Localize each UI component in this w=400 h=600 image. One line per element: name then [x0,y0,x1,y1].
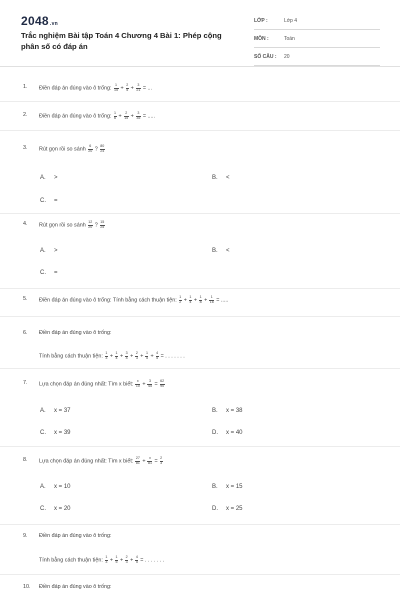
fraction-denominator: 16 [209,299,214,304]
option-value: x = 20 [54,506,71,512]
fraction-denominator: 81 [147,460,152,465]
question-number: 7. [23,380,28,386]
fraction-denominator: 15 [124,115,129,120]
fraction-denominator: 6 [114,115,117,120]
option-letter: A. [40,408,46,414]
expression-symbol: + [119,85,126,92]
answer-option-a[interactable] [40,175,58,181]
option-value: < [226,175,230,181]
option-letter: A. [40,484,46,490]
option-letter: B. [212,484,218,490]
question-text [39,296,228,304]
meta-value: Toán [284,36,295,42]
question-prefix: Lựa chọn đáp án đúng nhất: Tìm x biết: [39,381,135,388]
fraction-denominator: 4 [125,355,128,360]
fraction-numerator: 1 [145,351,148,355]
question-prefix: Điền đáp án đúng vào ô trống: [39,330,112,336]
fraction-numerator: 1 [105,351,108,355]
option-letter: C. [40,430,46,436]
meta-label: SỐ CÂU : [254,54,277,60]
fraction [135,457,140,465]
meta-row-subject [254,32,380,48]
question-divider [0,574,400,575]
logo[interactable]: 2048.vn [21,14,59,28]
question-number: 9. [23,533,28,539]
meta-value: Lớp 4 [284,18,298,24]
question-divider [0,101,400,102]
question-prefix: Điền đáp án đúng vào ô trống: [39,533,112,539]
question-divider [0,130,400,131]
fraction-denominator: 3 [160,460,163,465]
fraction-numerator: 62 [160,379,165,383]
answer-option-a[interactable] [40,248,58,254]
option-value: = [54,270,58,276]
answer-option-d[interactable] [212,430,243,436]
fraction-denominator: 21 [136,87,141,92]
question-text [39,84,152,92]
question-divider [0,446,400,447]
option-letter: A. [40,175,46,181]
option-value: x = 40 [226,430,243,436]
fraction-numerator: 1 [114,111,117,115]
expression-symbol: + [182,297,189,304]
question-text [39,112,155,120]
expression-symbol: = ..... [214,297,229,304]
header-divider [0,66,400,67]
fraction [147,380,152,388]
fraction-numerator: 2 [135,351,138,355]
question-prefix: Điền đáp án đúng vào ô trống: [39,85,114,92]
fraction-denominator: 5 [156,355,159,360]
answer-option-c[interactable] [40,270,58,276]
question-text [39,145,105,153]
question-number: 1. [23,84,28,90]
fraction-numerator: 1 [210,295,213,299]
fraction-denominator: 5 [135,559,138,564]
fraction-numerator: 15 [100,220,105,224]
option-letter: C. [40,506,46,512]
answer-option-b[interactable] [212,408,243,414]
fraction-numerator: 2 [126,83,129,87]
question-number: 4. [23,221,28,227]
expression-symbol: ? [93,222,100,229]
fraction-denominator: 90 [160,383,165,388]
option-value: > [54,175,58,181]
question-subtext-prefix: Tính bằng cách thuận tiện: [39,557,105,564]
option-letter: B. [212,175,218,181]
meta-label: LỚP : [254,18,268,24]
fraction [124,112,129,120]
fraction-numerator: 1 [115,83,118,87]
question-prefix: Rút gọn rồi so sánh [39,222,88,229]
fraction-denominator: 25 [100,224,105,229]
fraction-numerator: 80 [100,144,105,148]
question-text [39,533,112,539]
option-value: < [226,248,230,254]
fraction-denominator: 10 [135,383,140,388]
option-value: x = 37 [54,408,71,414]
question-prefix: Điền đáp án đúng vào ô trống: [39,113,114,120]
expression-symbol: = ..... [141,113,155,120]
expression-symbol: + [118,557,125,564]
fraction-numerator: 6 [89,144,92,148]
fraction-numerator: 1 [105,555,108,559]
question-prefix: Rút gọn rồi so sánh [39,146,88,153]
fraction-denominator: 15 [114,87,119,92]
option-letter: C. [40,198,46,204]
expression-symbol: + [128,353,135,360]
question-prefix: Lựa chọn đáp án đúng nhất: Tìm x biết: [39,458,135,465]
meta-info [254,14,380,68]
question-divider [0,288,400,289]
expression-symbol: + [202,297,209,304]
answer-option-d[interactable] [212,506,243,512]
question-text [39,584,112,590]
answer-option-b[interactable] [212,484,243,490]
fraction [114,84,119,92]
fraction-denominator: 45 [147,383,152,388]
option-letter: C. [40,270,46,276]
fraction-denominator: 8 [199,299,202,304]
fraction [147,457,152,465]
fraction-numerator: 3 [125,351,128,355]
meta-value: 20 [284,54,290,60]
question-text [39,330,112,336]
fraction-denominator: 4 [115,355,118,360]
question-number: 6. [23,330,28,336]
expression-symbol: + [192,297,199,304]
expression-symbol: + [108,557,115,564]
question-divider [0,213,400,214]
expression-symbol: + [118,353,125,360]
fraction [88,145,93,153]
answer-option-b[interactable] [212,248,230,254]
question-divider [0,316,400,317]
option-letter: A. [40,248,46,254]
fraction-numerator: 1 [189,295,192,299]
fraction-denominator: 20 [88,224,93,229]
fraction [88,221,93,229]
expression-symbol: = . . . . . . . [138,557,165,564]
fraction-denominator: 3 [105,559,108,564]
expression-symbol: = [152,381,160,388]
option-value: x = 10 [54,484,71,490]
fraction-denominator: 24 [100,148,105,153]
question-number: 10. [23,584,31,590]
option-value: = [54,198,58,204]
option-letter: D. [212,506,218,512]
question-subtext [39,352,185,360]
fraction-numerator: 2 [160,456,163,460]
question-subtext-prefix: Tính bằng cách thuận tiện: [39,353,105,360]
option-value: x = 38 [226,408,243,414]
fraction-numerator: x [136,379,139,383]
expression-symbol: = [152,458,160,465]
fraction-numerator: 1 [179,295,182,299]
answer-option-c[interactable] [40,430,71,436]
question-subtext [39,556,164,564]
fraction-denominator: 3 [125,559,128,564]
option-letter: D. [212,430,218,436]
fraction-numerator: 1 [199,295,202,299]
expression-symbol: = . . . . . . . [159,353,185,360]
fraction-denominator: 35 [136,115,141,120]
expression-symbol: + [128,557,135,564]
question-prefix: Điền đáp án đúng vào ô trống: Tính bằng cách thuận tiện: [39,297,179,304]
fraction-denominator: 3 [135,355,138,360]
meta-row-class [254,14,380,30]
fraction-denominator: 2 [179,299,182,304]
question-number: 5. [23,296,28,302]
fraction-denominator: 5 [145,355,148,360]
fraction-numerator: 1 [115,351,118,355]
expression-symbol: + [129,113,136,120]
expression-symbol: + [117,113,124,120]
option-value: x = 15 [226,484,243,490]
question-number: 2. [23,112,28,118]
expression-symbol: + [140,381,147,388]
fraction [209,296,214,304]
header [0,0,400,76]
question-text [39,221,105,229]
question-divider [0,524,400,525]
expression-symbol: + [138,353,145,360]
answer-option-a[interactable] [40,408,71,414]
question-number: 8. [23,457,28,463]
option-letter: B. [212,248,218,254]
fraction-numerator: 3 [137,111,140,115]
question-prefix: Điền đáp án đúng vào ô trống: [39,584,112,590]
fraction-numerator: 3 [137,83,140,87]
expression-symbol: + [108,353,115,360]
question-number: 3. [23,145,28,151]
fraction-denominator: 20 [88,148,93,153]
fraction-numerator: x [149,456,151,460]
meta-row-count [254,50,380,66]
fraction-numerator: 4 [135,555,138,559]
answer-option-b[interactable] [212,175,230,181]
expression-symbol: + [129,85,136,92]
fraction-numerator: 4 [156,351,159,355]
option-value: x = 25 [226,506,243,512]
fraction-numerator: 1 [115,555,118,559]
answer-option-a[interactable] [40,484,71,490]
question-text [39,380,165,388]
fraction-denominator: 81 [135,460,140,465]
fraction-numerator: 3 [148,379,151,383]
fraction [160,380,165,388]
expression-symbol: + [140,458,147,465]
meta-label: MÔN : [254,36,269,42]
fraction [135,380,140,388]
expression-symbol: ? [93,146,100,153]
fraction-numerator: 2 [125,111,128,115]
fraction [100,221,105,229]
page-title: Trắc nghiệm Bài tập Toán 4 Chương 4 Bài 1: Phép cộng phân số có đáp án [21,31,222,51]
answer-option-c[interactable] [40,198,58,204]
fraction [100,145,105,153]
fraction-denominator: 4 [189,299,192,304]
fraction-numerator: 12 [88,220,93,224]
option-letter: B. [212,408,218,414]
fraction-denominator: 5 [115,559,118,564]
option-value: x = 39 [54,430,71,436]
fraction-numerator: 27 [135,456,140,460]
question-divider [0,368,400,369]
fraction-numerator: 2 [125,555,128,559]
fraction-denominator: 5 [126,87,129,92]
expression-symbol: + [148,353,156,360]
answer-option-c[interactable] [40,506,71,512]
expression-symbol: = ... [141,85,152,92]
question-text [39,457,163,465]
fraction-denominator: 3 [105,355,108,360]
option-value: > [54,248,58,254]
fraction [160,457,163,465]
